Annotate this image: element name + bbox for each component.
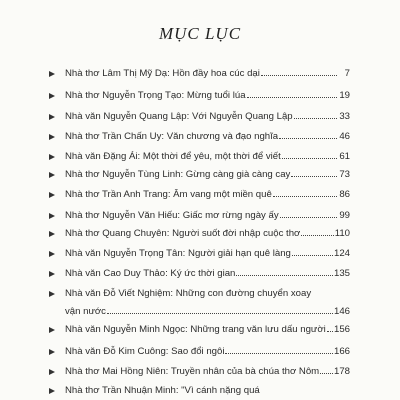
bullet-icon: [49, 231, 55, 237]
toc-entry: [50, 346, 350, 358]
entry-page: 178: [333, 366, 350, 377]
entry-page: 99: [339, 210, 350, 221]
toc-entry: [50, 385, 350, 397]
entry-title: Nhà thơ Trần Chấn Uy: Văn chương và đạo nghĩa: [65, 131, 279, 142]
bullet-icon: [49, 327, 55, 333]
toc-entry: [50, 151, 350, 163]
dot-leader: [291, 176, 337, 177]
entry-title: Nhà thơ Mai Hồng Niên: Truyền nhân của bà chúa thơ Nôm: [65, 366, 320, 377]
toc-entry: [50, 366, 350, 378]
toc-entry: [50, 288, 350, 318]
entry-page: 146: [333, 306, 350, 317]
toc-entry: [50, 189, 350, 201]
bullet-icon: [49, 134, 55, 140]
bullet-icon: [49, 291, 55, 297]
dot-leader: [282, 158, 337, 159]
entry-title: Nhà văn Nguyễn Trọng Tân: Người giải hạn quê làng: [65, 248, 291, 259]
dot-leader: [294, 118, 337, 119]
page-title: MỤC LỤC: [158, 24, 242, 43]
bullet-icon: [49, 213, 55, 219]
entry-title: Nhà thơ Lâm Thị Mỹ Dạ: Hồn đầy hoa cúc dại: [65, 68, 260, 79]
entry-page: 7: [344, 68, 350, 79]
toc-entry: [50, 90, 350, 102]
bullet-icon: [49, 369, 55, 375]
entry-page: 156: [333, 324, 350, 335]
entry-title: Nhà thơ Nguyễn Văn Hiếu: Giấc mơ rừng ngày ấy: [65, 210, 279, 221]
bullet-icon: [49, 388, 55, 394]
bullet-icon: [49, 192, 55, 198]
entry-title: Nhà văn Đặng Ái: Một thời để yêu, một thời để viết: [65, 151, 281, 162]
entry-title: Nhà văn Đỗ Kim Cuông: Sao đổi ngôi: [65, 346, 225, 357]
entry-title: Nhà văn Cao Duy Thảo: Ký ức thời gian: [65, 268, 236, 279]
bullet-icon: [49, 271, 55, 277]
entry-page: 61: [339, 151, 350, 162]
toc-entry: [50, 268, 350, 280]
toc-entry: [50, 131, 350, 143]
entry-title: Nhà văn Đỗ Viết Nghiệm: Những con đường chuyển xoay: [65, 288, 312, 299]
dot-leader: [225, 353, 333, 354]
toc-entry: [50, 68, 350, 80]
dot-leader: [320, 373, 333, 374]
bullet-icon: [49, 71, 55, 77]
dot-leader: [273, 196, 337, 197]
entry-title: Nhà thơ Trần Nhuận Minh: "Vì cánh nặng quá: [65, 385, 260, 396]
entry-page: 33: [339, 111, 350, 122]
bullet-icon: [49, 154, 55, 160]
dot-leader: [107, 313, 333, 314]
bullet-icon: [49, 349, 55, 355]
dot-leader: [292, 255, 333, 256]
entry-title: Nhà văn Nguyễn Quang Lập: Với Nguyễn Quang Lập: [65, 111, 293, 122]
bullet-icon: [49, 172, 55, 178]
entry-title: Nhà thơ Nguyễn Tùng Linh: Gừng càng già càng cay: [65, 169, 291, 180]
entry-page: 73: [339, 169, 350, 180]
entry-page: 19: [339, 90, 350, 101]
dot-leader: [261, 75, 337, 76]
toc-entry: [50, 210, 350, 222]
entry-title: Nhà thơ Quang Chuyên: Người suốt đời nhập cuộc thơ: [65, 228, 301, 239]
entry-title: Nhà thơ Trần Anh Trang: Âm vang một miền quê: [65, 189, 272, 200]
toc-entry: [50, 324, 350, 336]
toc-entry: [50, 169, 350, 181]
entry-page: 86: [339, 189, 350, 200]
entry-title-continued: vận nước: [65, 306, 106, 317]
dot-leader: [279, 138, 337, 139]
dot-leader: [280, 217, 337, 218]
toc-entry: [50, 228, 350, 240]
dot-leader: [301, 235, 333, 236]
entry-title: Nhà thơ Nguyễn Trọng Tạo: Mừng tuổi lúa: [65, 90, 246, 101]
bullet-icon: [49, 251, 55, 257]
bullet-icon: [49, 114, 55, 120]
entry-title: Nhà văn Nguyễn Minh Ngọc: Những trang văn lưu dấu người: [65, 324, 326, 335]
toc-entry: [50, 111, 350, 123]
toc-entry: [50, 248, 350, 260]
entry-page: 135: [333, 268, 350, 279]
dot-leader: [236, 275, 333, 276]
dot-leader: [327, 331, 333, 332]
bullet-icon: [49, 93, 55, 99]
dot-leader: [247, 97, 337, 98]
entry-page: 166: [333, 346, 350, 357]
entry-page: 110: [334, 228, 350, 239]
entry-page: 46: [339, 131, 350, 142]
entry-page: 124: [333, 248, 350, 259]
